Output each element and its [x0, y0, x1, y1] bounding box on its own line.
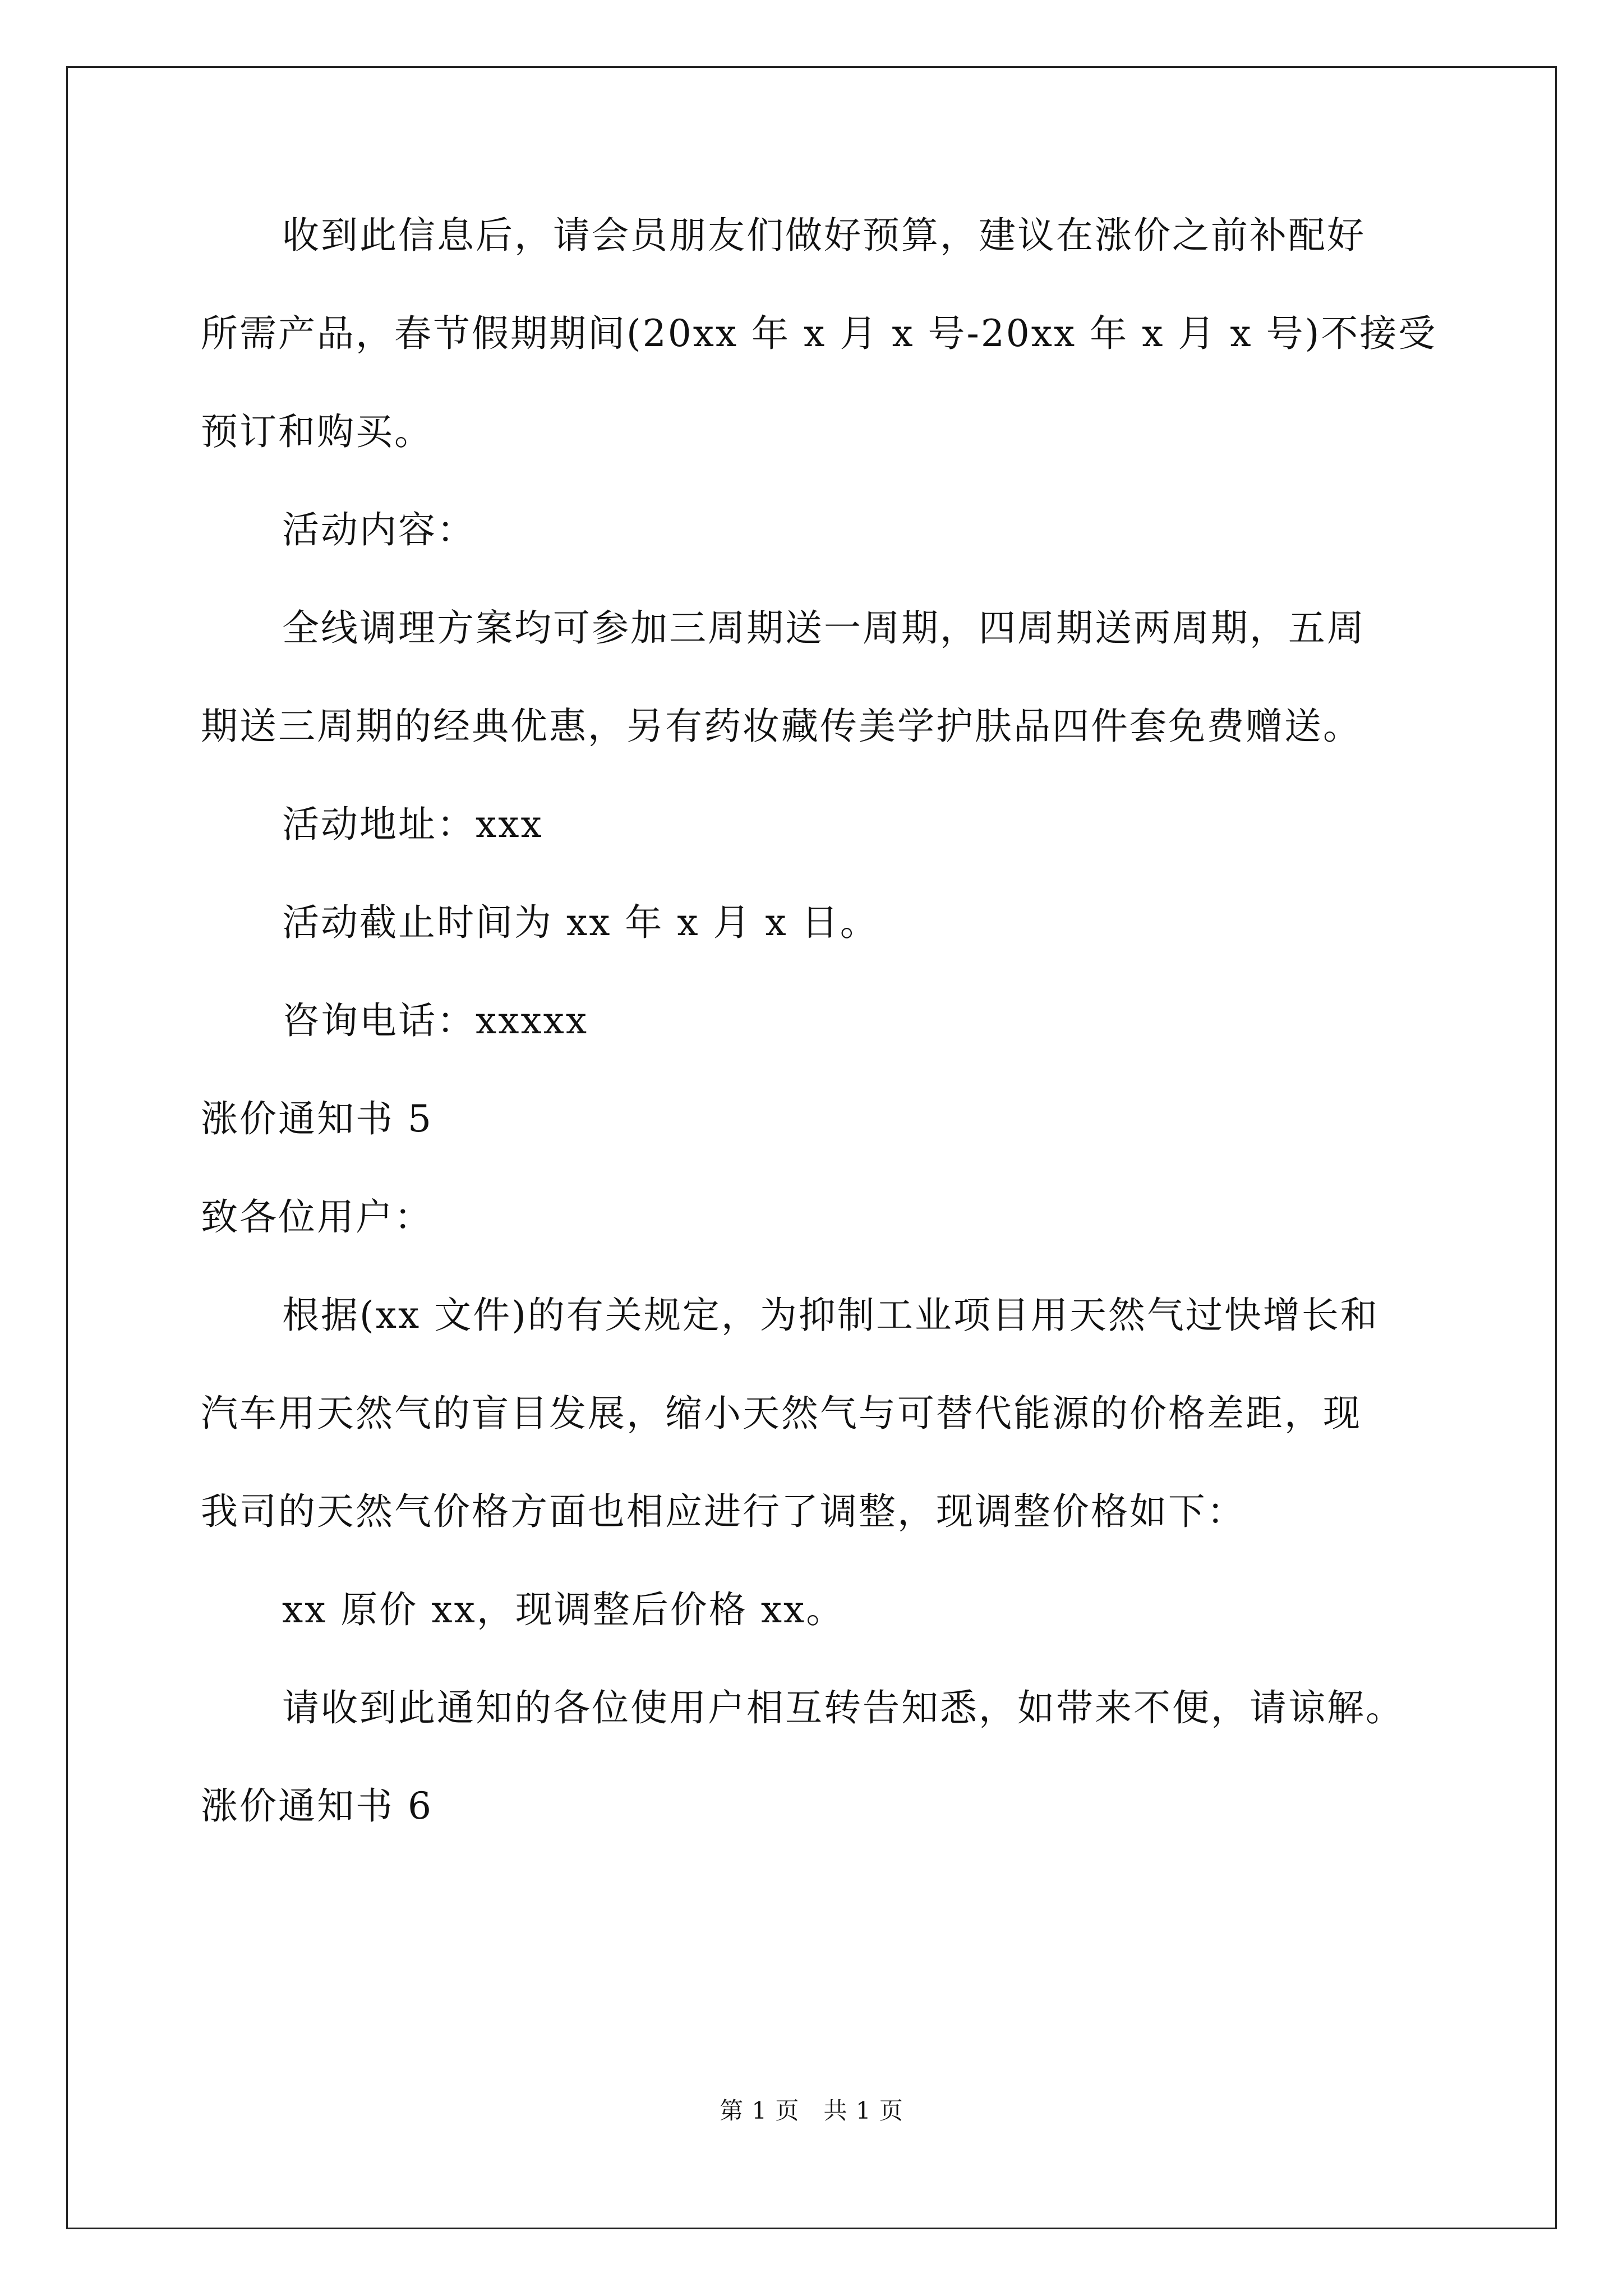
- paragraph-line: 期送三周期的经典优惠，另有药妆藏传美学护肤品四件套免费赠送。: [201, 705, 1362, 748]
- paragraph-line: 汽车用天然气的盲目发展，缩小天然气与可替代能源的价格差距，现: [201, 1392, 1362, 1435]
- paragraph-line: 所需产品，春节假期期间(20xx 年 x 月 x 号-20xx 年 x 月 x 号)不接受: [201, 312, 1437, 355]
- salutation: 致各位用户：: [201, 1195, 433, 1239]
- paragraph-line: 全线调理方案均可参加三周期送一周期，四周期送两周期，五周: [282, 606, 1366, 650]
- paragraph-line: xx 原价 xx，现调整后价格 xx。: [282, 1588, 845, 1631]
- document-body: [201, 213, 1435, 1882]
- section-heading: 涨价通知书 5: [201, 1097, 433, 1140]
- paragraph-line: 收到此信息后，请会员朋友们做好预算，建议在涨价之前补配好: [282, 214, 1366, 257]
- paragraph-line: 根据(xx 文件)的有关规定，为抑制工业项目用天然气过快增长和: [282, 1294, 1379, 1337]
- section-label: 活动内容：: [282, 508, 476, 551]
- paragraph-line: 我司的天然气价格方面也相应进行了调整，现调整价格如下：: [201, 1490, 1246, 1533]
- paragraph-line: 活动地址：xxx: [282, 803, 543, 846]
- section-heading: 涨价通知书 6: [201, 1784, 433, 1828]
- paragraph-line: 咨询电话：xxxxx: [282, 999, 589, 1042]
- paragraph-line: 预订和购买。: [201, 410, 433, 453]
- paragraph-line: 活动截止时间为 xx 年 x 月 x 日。: [282, 901, 879, 944]
- paragraph-line: 请收到此通知的各位使用户相互转告知悉，如带来不便，请谅解。: [282, 1686, 1404, 1729]
- page-footer: 第 1 页 共 1 页: [720, 2097, 903, 2124]
